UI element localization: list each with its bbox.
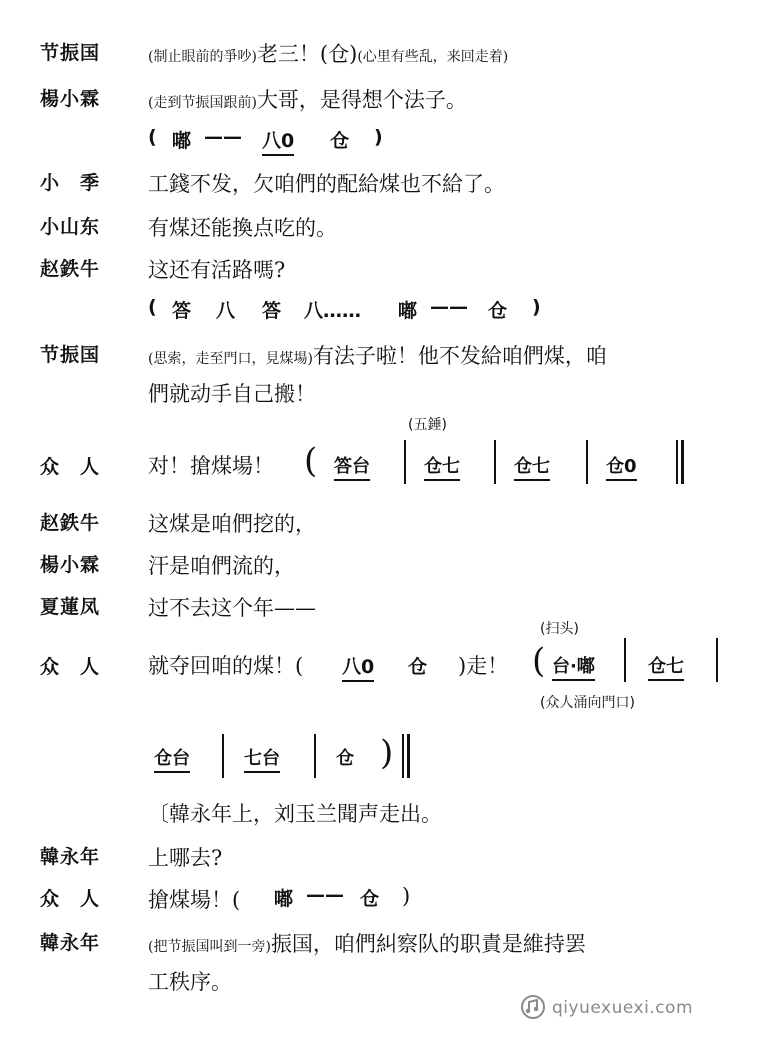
beat: 嘟 xyxy=(274,888,294,910)
speaker-name: 众 人 xyxy=(40,456,101,478)
stage-direction: 〔韓永年上，刘玉兰聞声走出。 xyxy=(148,802,442,826)
percussion-note: (扫头) xyxy=(540,621,579,637)
speaker-name: 小山东 xyxy=(40,216,101,238)
line-text: 大哥，是得想个法子。 xyxy=(256,88,467,112)
line-text: 汗是咱們流的， xyxy=(148,554,295,578)
speaker-name: 韓永年 xyxy=(40,846,101,868)
beat: 答台 xyxy=(334,452,370,481)
bar-line xyxy=(222,734,224,778)
end-bar-line-thick xyxy=(407,734,410,778)
stage-direction: (思索，走至門口，見煤場) xyxy=(148,351,313,367)
bar-line xyxy=(624,638,626,682)
stage-direction: (心里有些乱，来回走着) xyxy=(357,49,509,65)
line-text: 这煤是咱們挖的， xyxy=(148,512,316,536)
speaker-name: 小 季 xyxy=(40,172,101,194)
speaker-name: 众 人 xyxy=(40,656,101,678)
speaker-name: 韓永年 xyxy=(40,932,101,954)
speaker-name: 赵鉄牛 xyxy=(40,258,101,280)
speaker-name: 楊小霖 xyxy=(40,88,101,110)
line-text: 就夺回咱的煤！( xyxy=(148,654,304,678)
line-text: 有煤还能換点吃的。 xyxy=(148,216,337,240)
beat: 八0 xyxy=(342,652,374,682)
dialogue-line: (扫头) 众 人 就夺回咱的煤！( 八0 仓 )走！ ( 台·嘟 仓七 (众人涌向門口) xyxy=(0,618,760,718)
speaker-name: 楊小霖 xyxy=(40,554,101,576)
line-text: 上哪去? xyxy=(148,846,223,870)
speaker-name: 赵鉄牛 xyxy=(40,512,101,534)
bar-line xyxy=(716,638,718,682)
percussion-note: (五錘) xyxy=(408,417,447,433)
bar-line xyxy=(314,734,316,778)
bar-line xyxy=(404,440,406,484)
beat: 仓七 xyxy=(424,452,460,481)
bar-line xyxy=(586,440,588,484)
speaker-name: 夏蓮凤 xyxy=(40,596,101,618)
beat: 台·嘟 xyxy=(552,652,595,681)
stage-direction: (众人涌向門口) xyxy=(540,695,635,711)
end-bar-line-thick xyxy=(681,440,684,484)
beat: 仓台 xyxy=(154,744,190,773)
line-text: )走！ xyxy=(458,654,509,678)
beat: 仓七 xyxy=(514,452,550,481)
speaker-name: 众 人 xyxy=(40,888,101,910)
beat: 仓 xyxy=(336,748,354,769)
stage-direction: (制止眼前的爭吵) xyxy=(148,49,257,65)
line-text: 工錢不发，欠咱們的配給煤也不給了。 xyxy=(148,172,505,196)
speaker-name: 节振国 xyxy=(40,344,101,366)
bar-line xyxy=(494,440,496,484)
line-text: 这还有活路嗎? xyxy=(148,258,286,282)
beat: 仓七 xyxy=(648,652,684,681)
beat: 七台 xyxy=(244,744,280,773)
line-text: 工秩序。 xyxy=(148,970,232,994)
speaker-name: 节振国 xyxy=(40,42,101,64)
line-text: 們就动手自己搬！ xyxy=(148,382,316,406)
watermark-text: qiyuexuexi.com xyxy=(552,998,693,1018)
stage-direction: (走到节振国跟前) xyxy=(148,95,257,111)
beat: 仓0 xyxy=(606,452,637,481)
beat: —— xyxy=(306,884,344,906)
dialogue-line: (五錘) 众 人 对！搶煤場！ ( 答台 仓七 仓七 仓0 xyxy=(0,410,760,490)
script-page: 节振国 (制止眼前的爭吵)老三！(仓)(心里有些乱，来回走着) 楊小霖 (走到节振国跟前)大哥，是得想个法子。 ( 嘟 —— 八0 仓 ) 小 季 工錢不发，欠咱們的配給煤也不給了。 小山东 有煤还能換点吃的。 赵鉄牛 这还有活路嗎? ( 答 八 答 八…… 嘟 —— 仓 ) 节振国 (思索，走至門口，見煤場)有法子啦！他不发給咱們煤，咱 們就动手自己搬！ (五錘) 众 人 对！搶煤場！ ( 答台 仓七 仓七 仓0 赵鉄牛 这煤是咱們挖的， 楊小霖 汗是咱們流的， 夏蓮凤 过不去这个年—— (扫头) 众 人 就夺回咱的煤！( 八0 仓 )走！ ( 台·嘟 仓七 (众人涌向門口) 仓台 七台 仓 ) 〔韓永年上，刘玉兰聞声走出。 韓永年 上哪去? 众 人 搶煤場！( 嘟 —— 仓 ) 韓永年 (把节振国叫到一旁)振国，咱們糾察队的职責是維持罢 工秩序。 qiyuexuexi.com xyxy=(0,0,760,1041)
end-bar-line xyxy=(676,440,678,484)
line-text: 有法子啦！他不发給咱們煤，咱 xyxy=(312,344,607,368)
beat: 仓 xyxy=(408,656,428,678)
logo-icon xyxy=(520,994,546,1020)
line-text: ) xyxy=(402,884,411,908)
stage-direction: (把节振国叫到一旁) xyxy=(148,939,271,955)
line-text: 老三！(仓) xyxy=(256,42,358,66)
line-text: 对！搶煤場！ xyxy=(148,454,274,478)
end-bar-line xyxy=(402,734,404,778)
line-text: 搶煤場！( xyxy=(148,888,241,912)
beat: 仓 xyxy=(360,888,380,910)
percussion-line: 仓台 七台 仓 ) xyxy=(0,730,760,786)
line-text: 振国，咱們糾察队的职責是維持罢 xyxy=(270,932,586,956)
line-text: 过不去这个年—— xyxy=(148,596,316,620)
